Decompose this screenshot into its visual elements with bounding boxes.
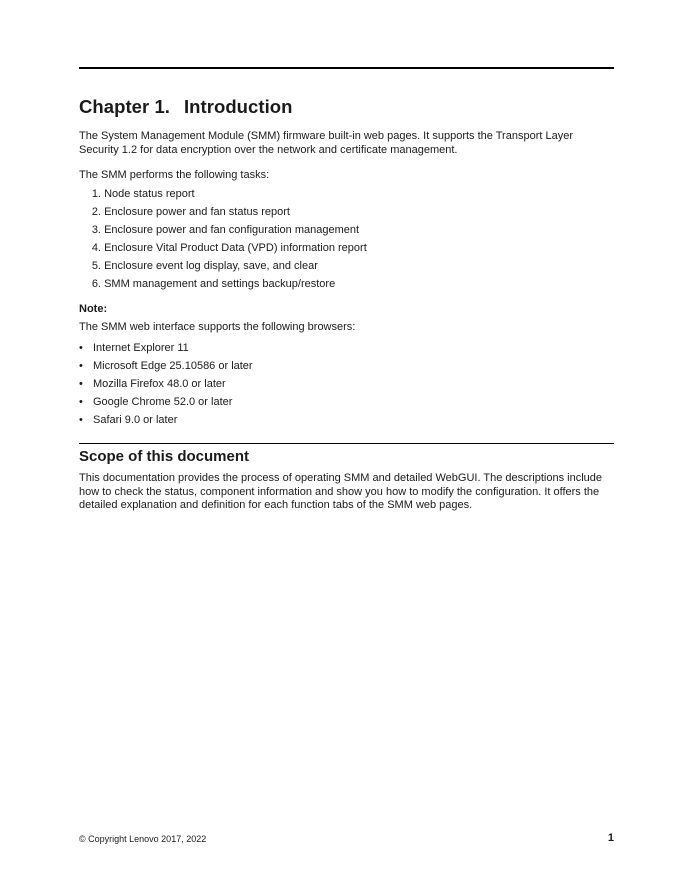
list-item bbox=[79, 395, 253, 413]
document-page bbox=[79, 0, 614, 880]
bullet-icon: • bbox=[79, 342, 83, 354]
list-item bbox=[79, 223, 367, 241]
tasks-lead: The SMM performs the following tasks: bbox=[79, 169, 270, 181]
note-label: Note: bbox=[79, 303, 108, 315]
section-rule bbox=[79, 443, 614, 444]
list-number: 1. bbox=[91, 188, 101, 200]
list-text: Enclosure power and fan status report bbox=[104, 206, 290, 218]
list-item bbox=[79, 205, 367, 223]
bullet-icon: • bbox=[79, 414, 83, 426]
list-text: Node status report bbox=[104, 188, 195, 200]
bullet-icon: • bbox=[79, 360, 83, 372]
tasks-list bbox=[79, 187, 367, 295]
bullet-icon: • bbox=[79, 396, 83, 408]
list-text: Enclosure event log display, save, and clear bbox=[104, 260, 318, 272]
list-item bbox=[79, 277, 367, 295]
bullet-icon: • bbox=[79, 378, 83, 390]
list-text: Mozilla Firefox 48.0 or later bbox=[93, 378, 226, 390]
page-number: 1 bbox=[607, 832, 614, 844]
list-number: 4. bbox=[91, 242, 101, 254]
list-item bbox=[79, 259, 367, 277]
list-item bbox=[79, 341, 253, 359]
list-item bbox=[79, 413, 253, 431]
list-text: SMM management and settings backup/restore bbox=[104, 278, 336, 290]
list-item bbox=[79, 241, 367, 259]
chapter-title: Introduction bbox=[183, 96, 293, 117]
browsers-list bbox=[79, 341, 253, 431]
list-text: Safari 9.0 or later bbox=[93, 414, 178, 426]
chapter-heading bbox=[79, 96, 292, 118]
browsers-lead: The SMM web interface supports the following browsers: bbox=[79, 321, 356, 333]
chapter-number: Chapter 1. bbox=[79, 96, 170, 117]
list-number: 3. bbox=[91, 224, 101, 236]
list-number: 5. bbox=[91, 260, 101, 272]
top-rule bbox=[79, 67, 614, 69]
section-heading: Scope of this document bbox=[79, 448, 250, 465]
list-number: 6. bbox=[91, 278, 101, 290]
list-text: Internet Explorer 11 bbox=[93, 342, 189, 354]
list-text: Enclosure Vital Product Data (VPD) information report bbox=[104, 242, 367, 254]
list-number: 2. bbox=[91, 206, 101, 218]
list-text: Google Chrome 52.0 or later bbox=[93, 396, 233, 408]
intro-paragraph: The System Management Module (SMM) firmware built-in web pages. It supports the Transport Layer Security 1.2 for data encryption over the network and certificate management. bbox=[79, 130, 573, 156]
footer-copyright: © Copyright Lenovo 2017, 2022 bbox=[79, 834, 207, 844]
list-item bbox=[79, 377, 253, 395]
list-text: Microsoft Edge 25.10586 or later bbox=[93, 360, 253, 372]
scope-paragraph: This documentation provides the process of operating SMM and detailed WebGUI. The descriptions include how to check the status, component information and show you how to modify the configuration. It offers the detailed explanation and definition for each function tabs of the SMM web pages. bbox=[79, 472, 602, 512]
list-item bbox=[79, 359, 253, 377]
list-text: Enclosure power and fan configuration management bbox=[104, 224, 360, 236]
list-item bbox=[79, 187, 367, 205]
